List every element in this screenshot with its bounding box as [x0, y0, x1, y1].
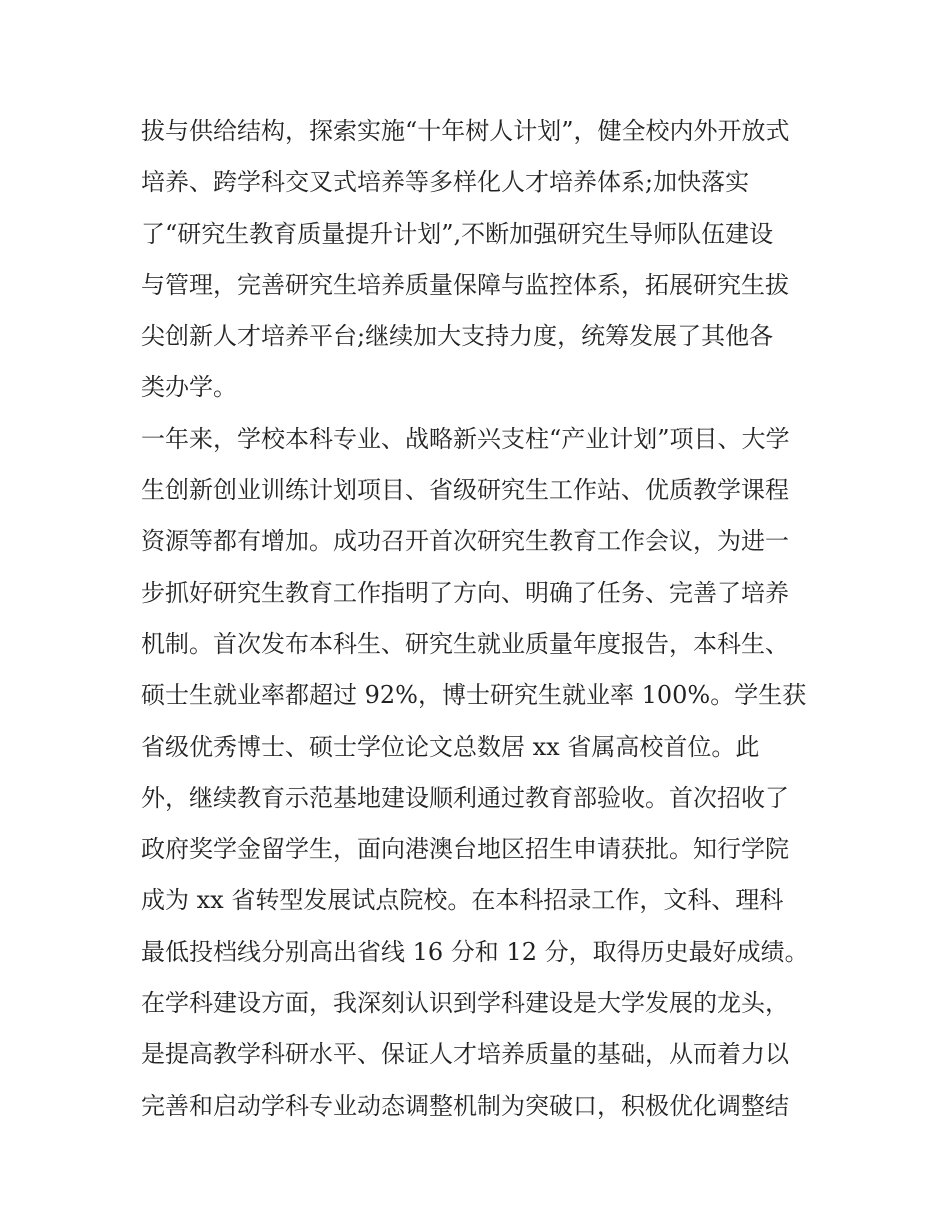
- text-line: 政府奖学金留学生，面向港澳台地区招生申请获批。知行学院: [141, 835, 789, 864]
- text-line: 机制。首次发布本科生、研究生就业质量年度报告，本科生、: [141, 629, 789, 658]
- text-line: 外，继续教育示范基地建设顺利通过教育部验收。首次招收了: [141, 783, 789, 812]
- text-line: 最低投档线分别高出省线 16 分和 12 分，取得历史最好成绩。: [141, 937, 809, 966]
- text-line: 步抓好研究生教育工作指明了方向、明确了任务、完善了培养: [141, 578, 789, 607]
- document-body: [141, 106, 821, 1132]
- text-line: 资源等都有增加。成功召开首次研究生教育工作会议，为进一: [141, 527, 789, 556]
- text-line: 生创新创业训练计划项目、省级研究生工作站、优质教学课程: [141, 476, 789, 505]
- text-line: 成为 xx 省转型发展试点院校。在本科招录工作，文科、理科: [141, 886, 784, 915]
- text-line: 拔与供给结构，探索实施“十年树人计划”，健全校内外开放式: [141, 117, 790, 145]
- text-line: 是提高教学科研水平、保证人才培养质量的基础，从而着力以: [141, 1040, 789, 1069]
- text-line: 硕士生就业率都超过 92%，博士研究生就业率 100%。学生获: [141, 681, 807, 710]
- text-line: 了“研究生教育质量提升计划”,不断加强研究生导师队伍建设: [141, 219, 774, 248]
- text-line: 省级优秀博士、硕士学位论文总数居 xx 省属高校首位。此: [141, 732, 760, 761]
- text-line: 在学科建设方面，我深刻认识到学科建设是大学发展的龙头，: [141, 989, 789, 1018]
- text-line: 类办学。: [141, 373, 237, 402]
- text-line: 一年来，学校本科专业、战略新兴支柱“产业计划”项目、大学: [141, 424, 790, 453]
- text-line: 与管理，完善研究生培养质量保障与监控体系，拓展研究生拔: [141, 270, 789, 299]
- text-line: 完善和启动学科专业动态调整机制为突破口，积极优化调整结: [141, 1091, 789, 1120]
- text-line: 培养、跨学科交叉式培养等多样化人才培养体系;加快落实: [141, 168, 750, 197]
- text-line: 尖创新人才培养平台;继续加大支持力度，统筹发展了其他各: [141, 322, 774, 351]
